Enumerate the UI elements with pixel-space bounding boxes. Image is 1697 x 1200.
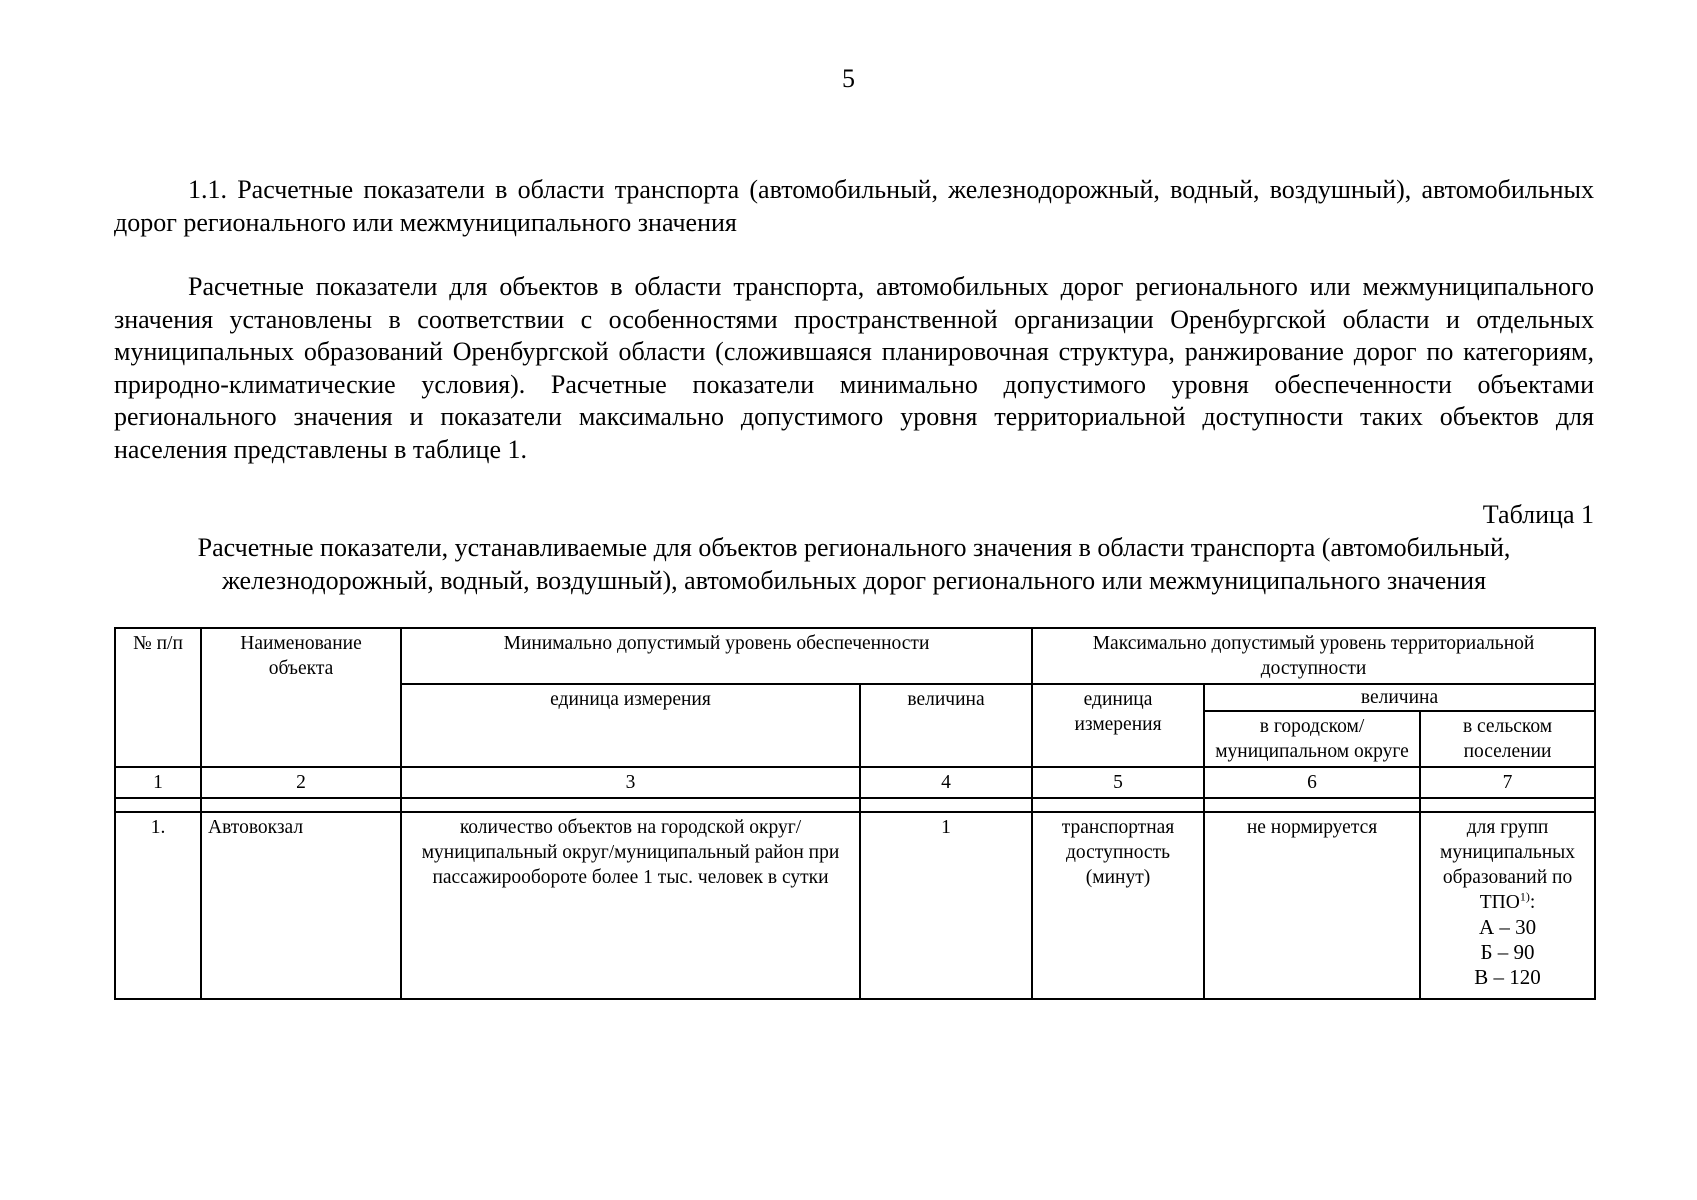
rural-group-b: Б – 90 bbox=[1480, 940, 1535, 964]
rural-intro: для групп муниципальных образований по ТПО bbox=[1440, 817, 1576, 913]
rural-group-a: А – 30 bbox=[1478, 915, 1537, 939]
rural-colon: : bbox=[1529, 892, 1536, 913]
rural-group-c: В – 120 bbox=[1474, 965, 1541, 989]
page-number: 5 bbox=[842, 64, 855, 93]
table-row bbox=[115, 812, 1595, 999]
column-number: 4 bbox=[860, 767, 1032, 798]
row-unit-max: транспортная доступность (минут) bbox=[1032, 812, 1204, 999]
section-heading: 1.1. Расчетные показатели в области транспорта (автомобильный, железнодорожный, водный, воздушный), автомобильных дорог регионального или межмуниципального значения bbox=[114, 175, 1594, 237]
column-number: 1 bbox=[115, 767, 201, 798]
row-value-rural bbox=[1420, 812, 1595, 999]
header-num: № п/п bbox=[115, 628, 201, 767]
header-value-min: величина bbox=[860, 684, 1032, 767]
header-min-level: Минимально допустимый уровень обеспеченности bbox=[401, 628, 1032, 684]
row-num: 1. bbox=[115, 812, 201, 999]
intro-paragraph: Расчетные показатели для объектов в области транспорта, автомобильных дорог регионального или межмуниципального значения установлены в соответствии с особенностями пространственной организации Оренбургской области и отдельных муниципальных образований Оренбургской области (сложившаяся планировочная структура, ранжирование дорог по категориям, природно-климатические условия). Расчетные показатели минимально допустимого уровня обеспеченности объектами регионального значения и показатели максимально допустимого уровня территориальной доступности таких объектов для населения представлены в таблице 1. bbox=[114, 272, 1594, 464]
column-number: 7 bbox=[1420, 767, 1595, 798]
header-value-rural: в сельском поселении bbox=[1420, 711, 1595, 767]
column-number-row bbox=[115, 767, 1595, 798]
table-title: Расчетные показатели, устанавливаемые для объектов регионального значения в области транспорта (автомобильный, железнодорожный, водный, воздушный), автомобильных дорог регионального или межмуниципального значения bbox=[197, 533, 1511, 595]
row-unit-min: количество объектов на городской округ/муниципальный округ/муниципальный район при пассажирообороте более 1 тыс. человек в сутки bbox=[401, 812, 860, 999]
header-value-urban: в городском/ муниципальном округе bbox=[1204, 711, 1420, 767]
indicators-table bbox=[114, 627, 1596, 1000]
row-separator bbox=[115, 798, 1595, 812]
row-name: Автовокзал bbox=[201, 812, 401, 999]
rural-intro-line bbox=[1425, 815, 1590, 915]
header-row-1 bbox=[115, 628, 1595, 684]
row-value-urban: не нормируется bbox=[1204, 812, 1420, 999]
footnote-marker: 1) bbox=[1519, 889, 1530, 904]
header-unit-max: единица измерения bbox=[1032, 684, 1204, 767]
column-number: 2 bbox=[201, 767, 401, 798]
row-value-min: 1 bbox=[860, 812, 1032, 999]
column-number: 3 bbox=[401, 767, 860, 798]
header-value-max: величина bbox=[1204, 684, 1595, 711]
header-name: Наименование объекта bbox=[201, 628, 401, 767]
header-unit-min: единица измерения bbox=[401, 684, 860, 767]
header-max-level: Максимально допустимый уровень территориальной доступности bbox=[1032, 628, 1595, 684]
table-label: Таблица 1 bbox=[1482, 500, 1594, 529]
column-number: 6 bbox=[1204, 767, 1420, 798]
column-number: 5 bbox=[1032, 767, 1204, 798]
